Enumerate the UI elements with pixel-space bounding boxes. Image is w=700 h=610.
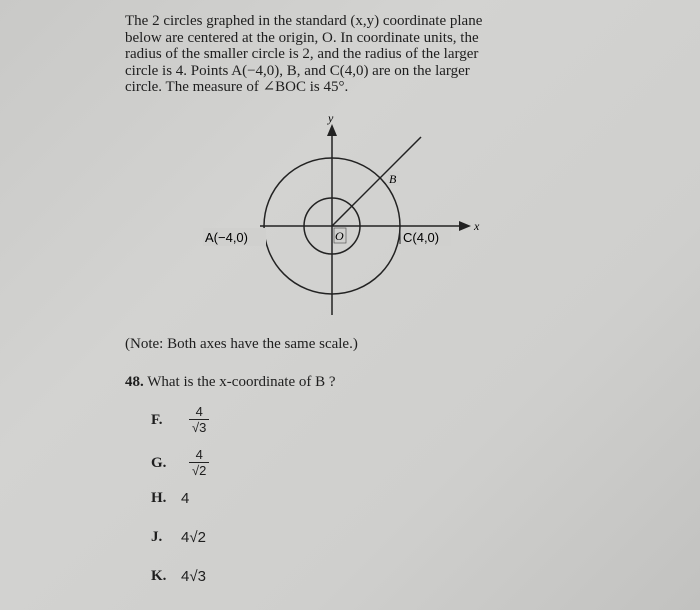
choice-f-denominator: √3 [189,419,209,435]
circles-figure [195,110,495,330]
choice-j-letter: J. [151,529,163,545]
choice-f-fraction [189,405,209,435]
point-a-label: A(−4,0) [205,230,248,245]
intro-line-3: radius of the smaller circle is 2, and the radius of the larger [125,46,479,62]
question-48 [125,374,336,391]
question-number: 48. [125,374,144,390]
intro-line-2: below are centered at the origin, O. In coordinate units, the [125,29,479,46]
choice-j-coef: 4 [181,529,190,546]
choice-j[interactable] [151,529,206,546]
choice-g[interactable] [151,448,209,478]
axes-note: (Note: Both axes have the same scale.) [125,336,358,352]
x-axis-label: x [474,219,480,233]
intro-line-5: circle. The measure of ∠BOC is 45°. [125,79,349,95]
choice-k-coef: 4 [181,568,190,585]
choice-g-letter: G. [151,454,167,471]
y-axis-arrow [327,124,337,136]
choice-g-fraction [189,448,209,478]
choice-g-denominator: √2 [189,462,209,478]
question-text: What is the x-coordinate of B ? [147,374,336,390]
choice-f-letter: F. [151,411,163,428]
choice-h-value: 4 [181,490,190,507]
point-c-label: C(4,0) [403,230,440,245]
choice-h-letter: H. [151,490,167,506]
choice-k[interactable] [151,568,206,585]
choice-f[interactable] [151,405,209,435]
point-o-label: O [335,229,344,243]
choice-k-radical: √3 [189,568,206,585]
choice-j-radical: √2 [189,529,206,546]
choice-k-letter: K. [151,568,167,584]
choice-f-numerator: 4 [195,404,203,419]
y-axis-label: y [328,111,334,125]
choice-h[interactable] [151,490,189,507]
intro-line-1: The 2 circles graphed in the standard (x,y) coordinate plane [125,13,483,29]
point-b-label: B [389,172,397,186]
choice-g-numerator: 4 [195,447,203,462]
ray-ob [332,137,421,226]
x-axis-arrow [459,221,471,231]
intro-line-4: circle is 4. Points A(−4,0), B, and C(4,0) are on the larger [125,62,470,79]
problem-intro [125,13,565,96]
